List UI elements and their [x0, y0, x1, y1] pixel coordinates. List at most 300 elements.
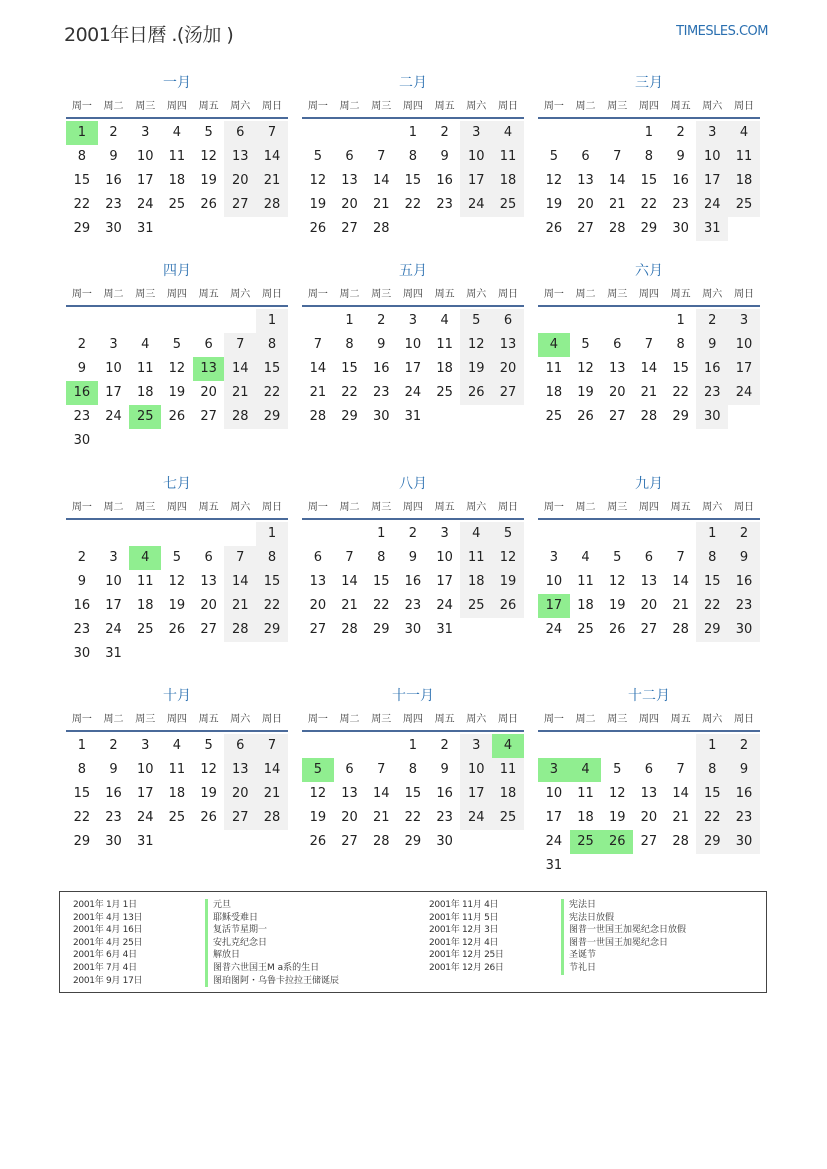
holiday-date: 2001年 4月 13日 — [73, 912, 143, 923]
weekday-label: 周四 — [166, 289, 187, 300]
day-cell: 28 — [256, 806, 288, 830]
holiday-row — [429, 912, 686, 925]
holiday-list-right — [429, 899, 686, 975]
day-cell: 10 — [460, 145, 492, 169]
day-cell: 13 — [577, 173, 594, 188]
day-cell: 20 — [608, 385, 626, 400]
day-cell: 20 — [640, 810, 658, 825]
day-cell: 13 — [640, 574, 658, 589]
weekday-label: 周三 — [371, 714, 392, 725]
empty-cell — [538, 309, 570, 333]
holiday-name: 圣诞节 — [561, 949, 596, 962]
day-cell: 19 — [608, 810, 626, 825]
day-cell: 5 — [492, 522, 524, 546]
day-cell: 3 — [538, 758, 570, 782]
day-cell: 31 — [545, 858, 563, 873]
day-cell: 21 — [640, 385, 658, 400]
day-cell: 19 — [309, 197, 327, 212]
holiday-name: 安扎克纪念日 — [205, 937, 267, 950]
holiday-row — [73, 937, 339, 950]
weekday-label: 周三 — [371, 101, 392, 112]
weekday-label: 周一 — [543, 289, 564, 300]
month-name: 一月 — [163, 75, 191, 91]
holiday-row — [73, 924, 339, 937]
day-grid — [66, 520, 288, 666]
day-cell: 4 — [460, 522, 492, 546]
month-name: 四月 — [163, 263, 191, 279]
weekday-header — [66, 285, 288, 307]
day-cell: 15 — [341, 361, 358, 376]
weekday-label: 周六 — [702, 714, 723, 725]
day-cell: 17 — [545, 810, 563, 825]
day-cell: 1 — [408, 125, 418, 140]
day-cell: 6 — [345, 762, 354, 777]
day-cell: 9 — [696, 333, 728, 357]
day-cell: 13 — [309, 574, 327, 589]
weekday-label: 周四 — [638, 101, 659, 112]
month-block — [538, 261, 760, 429]
day-cell: 10 — [105, 574, 122, 589]
day-cell: 8 — [256, 333, 288, 357]
day-cell: 11 — [492, 758, 524, 782]
holiday-name: 宪法日 — [561, 899, 596, 912]
day-cell: 28 — [672, 834, 689, 849]
day-cell: 11 — [136, 574, 154, 589]
day-cell: 27 — [341, 834, 358, 849]
day-cell: 17 — [436, 574, 453, 589]
holiday-date: 2001年 4月 25日 — [73, 937, 143, 948]
day-cell: 6 — [204, 337, 213, 352]
day-cell: 10 — [728, 333, 760, 357]
day-cell: 1 — [345, 313, 354, 328]
day-cell: 21 — [372, 197, 390, 212]
day-cell: 6 — [204, 550, 213, 565]
weekday-label: 周五 — [198, 101, 219, 112]
day-cell: 12 — [492, 546, 524, 570]
day-cell: 15 — [73, 173, 91, 188]
day-cell: 3 — [109, 550, 118, 565]
day-cell: 27 — [492, 381, 524, 405]
weekday-label: 周五 — [670, 289, 691, 300]
day-cell: 1 — [696, 522, 728, 546]
weekday-label: 周四 — [638, 714, 659, 725]
day-cell: 4 — [492, 121, 524, 145]
weekday-label: 周四 — [166, 502, 187, 513]
day-cell: 22 — [640, 197, 658, 212]
day-cell: 20 — [200, 598, 217, 613]
day-cell: 2 — [109, 738, 118, 753]
day-cell: 9 — [440, 762, 449, 777]
day-cell: 25 — [460, 594, 492, 618]
weekday-header — [538, 97, 760, 119]
day-cell: 6 — [644, 550, 654, 565]
day-cell: 28 — [224, 405, 256, 429]
weekday-label: 周日 — [261, 502, 282, 513]
holiday-name: 元旦 — [205, 899, 231, 912]
weekday-label: 周日 — [261, 101, 282, 112]
day-cell: 25 — [492, 806, 524, 830]
weekday-label: 周日 — [733, 502, 754, 513]
day-cell: 30 — [105, 834, 122, 849]
weekday-label: 周日 — [733, 714, 754, 725]
day-cell: 18 — [436, 361, 453, 376]
day-cell: 4 — [129, 546, 161, 570]
day-cell: 18 — [545, 385, 563, 400]
day-cell: 16 — [372, 361, 390, 376]
day-cell: 5 — [204, 738, 213, 753]
day-cell: 4 — [581, 550, 590, 565]
day-cell: 8 — [696, 546, 728, 570]
day-cell: 1 — [256, 522, 288, 546]
weekday-header — [302, 710, 524, 732]
day-cell: 26 — [608, 622, 626, 637]
day-cell: 5 — [172, 337, 182, 352]
weekday-label: 周五 — [670, 502, 691, 513]
day-cell: 8 — [256, 546, 288, 570]
weekday-label: 周三 — [135, 714, 156, 725]
day-cell: 29 — [256, 405, 288, 429]
holiday-row — [429, 949, 686, 962]
day-cell: 29 — [341, 409, 358, 424]
weekday-label: 周日 — [261, 289, 282, 300]
weekday-header — [538, 710, 760, 732]
day-cell: 28 — [309, 409, 327, 424]
day-cell: 2 — [408, 526, 418, 541]
day-cell: 27 — [309, 622, 327, 637]
weekday-label: 周一 — [71, 714, 92, 725]
day-cell: 7 — [377, 762, 386, 777]
weekday-label: 周一 — [543, 714, 564, 725]
day-cell: 25 — [577, 622, 594, 637]
day-cell: 9 — [109, 149, 118, 164]
day-cell: 28 — [372, 221, 390, 236]
weekday-label: 周六 — [230, 289, 251, 300]
day-cell: 26 — [492, 594, 524, 618]
day-cell: 25 — [136, 622, 154, 637]
day-cell: 24 — [136, 197, 154, 212]
day-cell: 12 — [309, 786, 327, 801]
day-cell: 26 — [577, 409, 594, 424]
day-cell: 2 — [377, 313, 386, 328]
day-cell: 6 — [644, 762, 654, 777]
weekday-label: 周六 — [466, 714, 487, 725]
weekday-label: 周一 — [71, 101, 92, 112]
day-cell: 15 — [73, 786, 91, 801]
day-cell: 21 — [341, 598, 358, 613]
day-cell: 1 — [256, 309, 288, 333]
month-name: 十月 — [163, 688, 191, 704]
day-cell: 16 — [696, 357, 728, 381]
weekday-header — [66, 498, 288, 520]
empty-cell — [193, 309, 225, 333]
day-cell: 21 — [672, 810, 689, 825]
day-cell: 11 — [436, 337, 453, 352]
day-cell: 21 — [224, 594, 256, 618]
day-cell: 22 — [404, 197, 422, 212]
day-cell: 9 — [440, 149, 449, 164]
day-cell: 29 — [696, 830, 728, 854]
day-cell: 14 — [256, 145, 288, 169]
day-cell: 14 — [372, 173, 390, 188]
empty-cell — [365, 121, 397, 145]
day-cell: 22 — [672, 385, 689, 400]
day-cell: 23 — [696, 381, 728, 405]
day-cell: 8 — [77, 149, 86, 164]
empty-cell — [538, 734, 570, 758]
day-cell: 26 — [168, 409, 186, 424]
day-cell: 8 — [377, 550, 386, 565]
empty-cell — [302, 309, 334, 333]
weekday-label: 周四 — [402, 502, 423, 513]
empty-cell — [601, 309, 633, 333]
day-cell: 30 — [404, 622, 422, 637]
weekday-label: 周二 — [103, 289, 124, 300]
day-cell: 25 — [570, 830, 602, 854]
day-cell: 31 — [436, 622, 453, 637]
weekday-label: 周六 — [702, 101, 723, 112]
day-cell: 15 — [640, 173, 658, 188]
empty-cell — [193, 522, 225, 546]
day-cell: 22 — [696, 594, 728, 618]
day-cell: 5 — [613, 762, 622, 777]
month-block — [66, 474, 288, 666]
empty-cell — [665, 522, 697, 546]
day-cell: 21 — [372, 810, 390, 825]
day-cell: 16 — [66, 381, 98, 405]
weekday-label: 周四 — [638, 289, 659, 300]
weekday-label: 周二 — [575, 714, 596, 725]
day-cell: 19 — [545, 197, 563, 212]
weekday-label: 周六 — [230, 101, 251, 112]
weekday-label: 周六 — [702, 289, 723, 300]
holiday-date: 2001年 11月 5日 — [429, 912, 499, 923]
day-cell: 16 — [404, 574, 422, 589]
day-cell: 23 — [105, 197, 122, 212]
day-cell: 15 — [256, 570, 288, 594]
empty-cell — [665, 734, 697, 758]
empty-cell — [570, 522, 602, 546]
day-cell: 17 — [460, 169, 492, 193]
day-cell: 9 — [109, 762, 118, 777]
day-cell: 25 — [545, 409, 563, 424]
month-block — [538, 73, 760, 241]
day-cell: 19 — [200, 786, 217, 801]
empty-cell — [302, 734, 334, 758]
weekday-label: 周五 — [670, 101, 691, 112]
day-cell: 24 — [105, 622, 122, 637]
month-block — [66, 73, 288, 241]
weekday-header — [302, 498, 524, 520]
day-cell: 28 — [341, 622, 358, 637]
day-cell: 20 — [224, 169, 256, 193]
day-cell: 24 — [696, 193, 728, 217]
day-cell: 22 — [256, 381, 288, 405]
day-cell: 2 — [728, 734, 760, 758]
day-cell: 25 — [436, 385, 453, 400]
day-cell: 14 — [640, 361, 658, 376]
day-cell: 3 — [408, 313, 418, 328]
month-block — [538, 686, 760, 878]
day-cell: 18 — [728, 169, 760, 193]
day-cell: 29 — [404, 834, 422, 849]
empty-cell — [570, 309, 602, 333]
day-cell: 27 — [640, 834, 658, 849]
day-cell: 19 — [309, 810, 327, 825]
weekday-label: 周三 — [135, 289, 156, 300]
weekday-label: 周五 — [434, 714, 455, 725]
day-grid — [538, 732, 760, 878]
day-cell: 26 — [168, 622, 186, 637]
day-cell: 7 — [644, 337, 654, 352]
weekday-label: 周二 — [575, 502, 596, 513]
weekday-label: 周四 — [638, 502, 659, 513]
weekday-label: 周一 — [543, 502, 564, 513]
day-cell: 24 — [105, 409, 122, 424]
day-cell: 23 — [672, 197, 689, 212]
day-cell: 31 — [696, 217, 728, 241]
weekday-label: 周二 — [103, 714, 124, 725]
day-cell: 7 — [256, 734, 288, 758]
day-cell: 2 — [109, 125, 118, 140]
day-cell: 18 — [168, 173, 186, 188]
day-cell: 30 — [73, 433, 91, 448]
empty-cell — [633, 309, 665, 333]
day-cell: 2 — [77, 550, 86, 565]
holiday-date: 2001年 11月 4日 — [429, 900, 499, 910]
weekday-label: 周二 — [339, 101, 360, 112]
day-cell: 13 — [640, 786, 658, 801]
day-cell: 21 — [256, 782, 288, 806]
day-cell: 17 — [136, 786, 154, 801]
brand-logo-text[interactable]: TIMESLES.COM — [676, 24, 768, 39]
empty-cell — [365, 734, 397, 758]
weekday-label: 周一 — [307, 502, 328, 513]
empty-cell — [129, 522, 161, 546]
day-cell: 7 — [345, 550, 354, 565]
day-cell: 24 — [545, 834, 563, 849]
day-cell: 3 — [460, 121, 492, 145]
day-cell: 15 — [404, 786, 422, 801]
month-name: 三月 — [635, 75, 663, 91]
weekday-header — [66, 710, 288, 732]
day-cell: 21 — [256, 169, 288, 193]
weekday-label: 周日 — [497, 289, 518, 300]
day-cell: 16 — [436, 173, 453, 188]
holiday-name: 宪法日放假 — [561, 912, 614, 925]
day-cell: 11 — [545, 361, 563, 376]
day-cell: 19 — [168, 598, 186, 613]
day-cell: 22 — [256, 594, 288, 618]
holiday-date: 2001年 12月 4日 — [429, 937, 499, 948]
day-cell: 3 — [141, 125, 150, 140]
holiday-name: 图普一世国王加冕纪念日放假 — [561, 924, 686, 937]
day-cell: 1 — [696, 734, 728, 758]
day-cell: 1 — [77, 738, 86, 753]
day-cell: 25 — [168, 810, 186, 825]
holiday-date: 2001年 7月 4日 — [73, 962, 137, 973]
day-cell: 12 — [200, 149, 217, 164]
day-cell: 7 — [224, 333, 256, 357]
day-cell: 4 — [172, 125, 182, 140]
day-grid — [66, 307, 288, 453]
day-cell: 3 — [696, 121, 728, 145]
holiday-row — [429, 937, 686, 950]
weekday-label: 周日 — [497, 101, 518, 112]
day-cell: 18 — [492, 782, 524, 806]
day-cell: 13 — [193, 357, 225, 381]
day-cell: 21 — [224, 381, 256, 405]
day-cell: 19 — [492, 570, 524, 594]
day-cell: 29 — [256, 618, 288, 642]
weekday-header — [538, 285, 760, 307]
empty-cell — [601, 734, 633, 758]
day-cell: 10 — [460, 758, 492, 782]
day-cell: 8 — [696, 758, 728, 782]
day-cell: 17 — [105, 598, 122, 613]
day-cell: 20 — [200, 385, 217, 400]
empty-cell — [98, 522, 130, 546]
day-cell: 24 — [460, 806, 492, 830]
day-cell: 7 — [676, 762, 685, 777]
day-cell: 13 — [341, 786, 358, 801]
day-cell: 7 — [377, 149, 386, 164]
day-cell: 6 — [224, 734, 256, 758]
month-name: 五月 — [399, 263, 427, 279]
month-name: 九月 — [635, 476, 663, 492]
weekday-label: 周日 — [733, 101, 754, 112]
day-cell: 22 — [73, 197, 91, 212]
day-cell: 10 — [136, 762, 154, 777]
day-cell: 6 — [492, 309, 524, 333]
day-cell: 27 — [341, 221, 358, 236]
day-cell: 10 — [545, 574, 563, 589]
day-cell: 20 — [224, 782, 256, 806]
day-cell: 3 — [460, 734, 492, 758]
day-cell: 9 — [377, 337, 386, 352]
day-cell: 28 — [672, 622, 689, 637]
day-cell: 26 — [601, 830, 633, 854]
day-cell: 11 — [168, 149, 186, 164]
empty-cell — [334, 121, 366, 145]
day-cell: 4 — [492, 734, 524, 758]
day-cell: 5 — [549, 149, 558, 164]
empty-cell — [302, 121, 334, 145]
day-grid — [66, 732, 288, 854]
weekday-label: 周二 — [339, 289, 360, 300]
day-cell: 14 — [672, 574, 689, 589]
day-cell: 11 — [577, 574, 594, 589]
holiday-name: 耶稣受难日 — [205, 912, 258, 925]
weekday-label: 周四 — [402, 714, 423, 725]
day-cell: 3 — [141, 738, 150, 753]
weekday-label: 周一 — [71, 502, 92, 513]
day-cell: 2 — [676, 125, 685, 140]
day-cell: 2 — [77, 337, 86, 352]
day-cell: 21 — [309, 385, 327, 400]
empty-cell — [538, 522, 570, 546]
day-cell: 3 — [440, 526, 449, 541]
day-cell: 15 — [404, 173, 422, 188]
day-cell: 30 — [73, 646, 91, 661]
day-cell: 5 — [313, 149, 322, 164]
day-cell: 10 — [436, 550, 453, 565]
weekday-label: 周四 — [166, 101, 187, 112]
weekday-header — [302, 285, 524, 307]
day-cell: 23 — [436, 197, 453, 212]
day-cell: 9 — [408, 550, 418, 565]
day-cell: 3 — [549, 550, 558, 565]
holiday-name: 节礼日 — [561, 962, 596, 975]
